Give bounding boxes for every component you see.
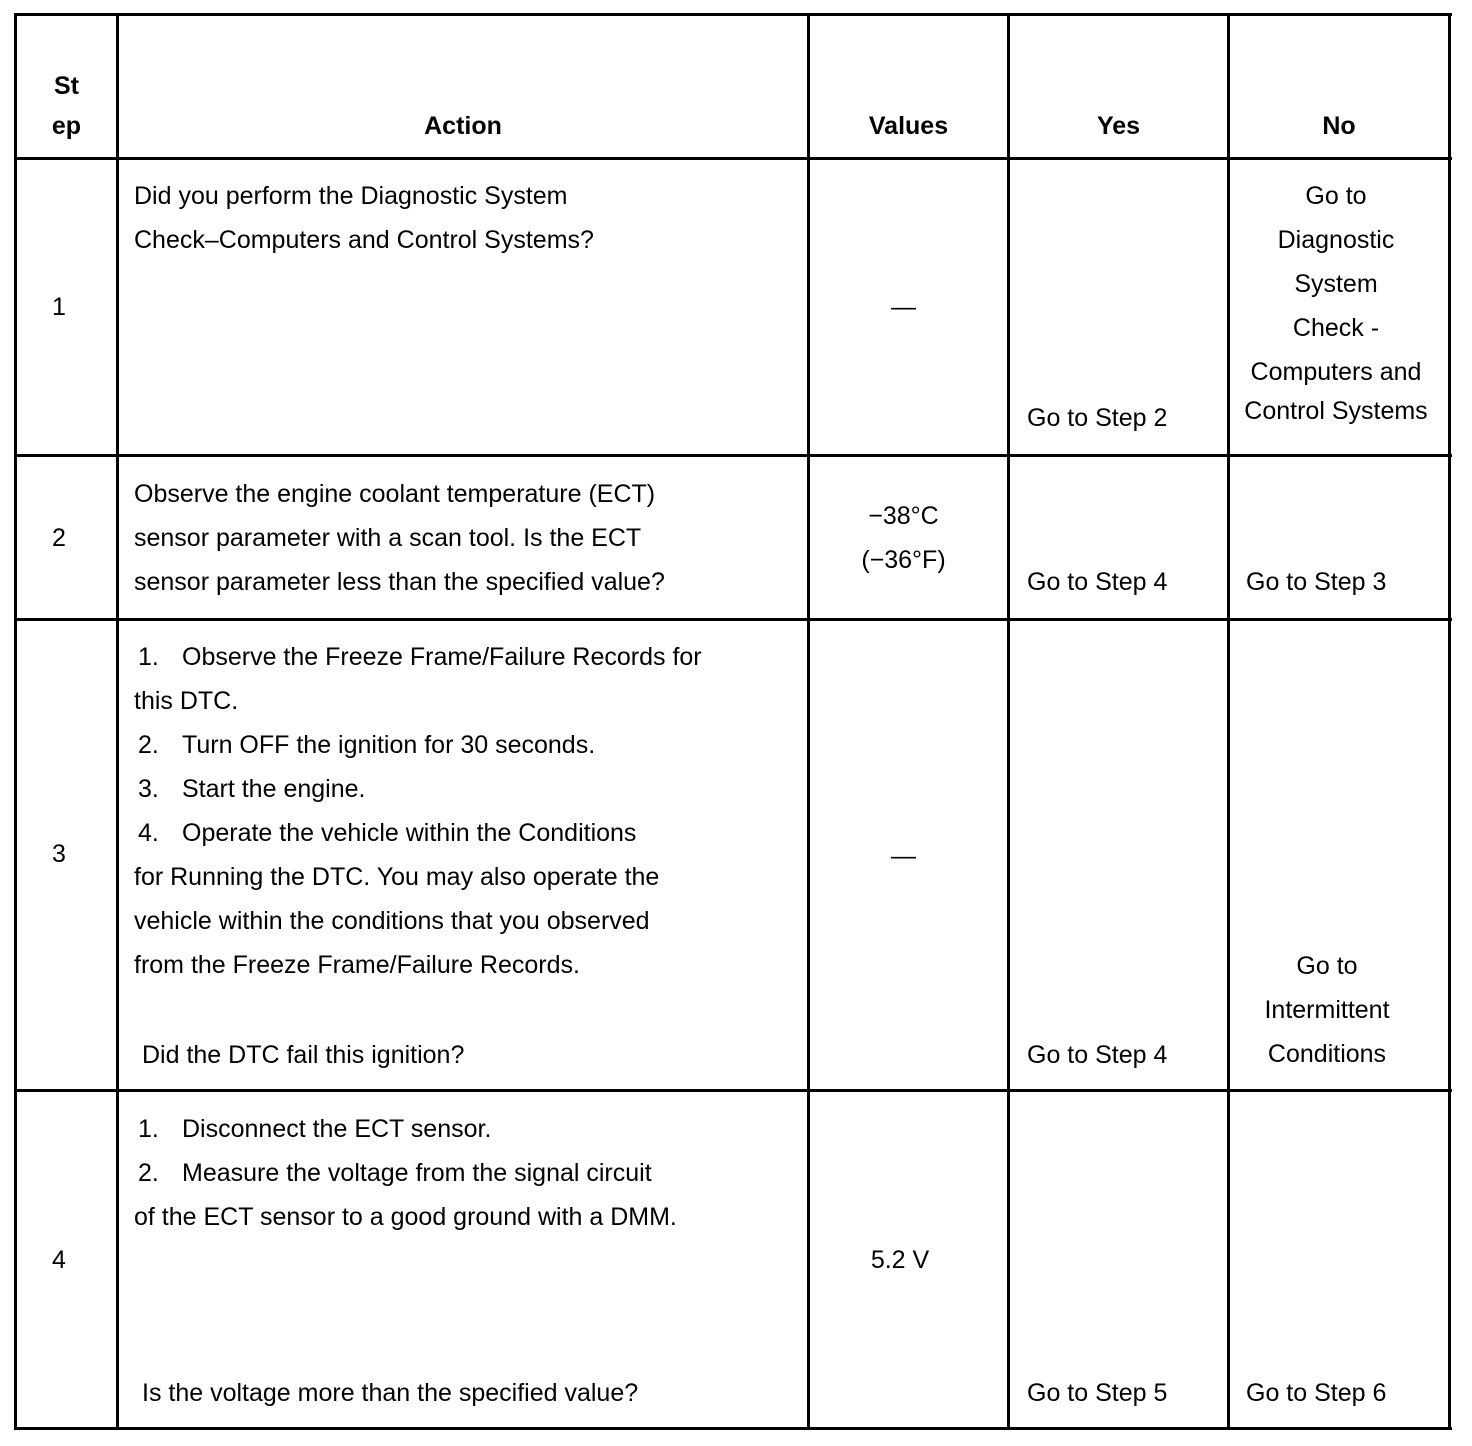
step-text: Measure the voltage from the signal circuit (182, 1159, 652, 1187)
header-action: Action (424, 112, 502, 140)
header-step (17, 66, 116, 146)
yes-action: Go to Step 5 (1027, 1379, 1168, 1407)
step-index: 4. (138, 819, 159, 847)
action-line: Check–Computers and Control Systems? (134, 226, 594, 254)
yes-action: Go to Step 2 (1027, 404, 1168, 432)
header-step-line: ep (51, 112, 82, 140)
action-line (134, 767, 702, 811)
step-text: Operate the vehicle within the Conditions (182, 819, 637, 847)
step-text: Start the engine. (182, 775, 366, 803)
no-line: Control Systems (1244, 397, 1428, 425)
step-text: Disconnect the ECT sensor. (182, 1115, 492, 1143)
step-index: 1. (138, 643, 159, 671)
yes-action: Go to Step 4 (1027, 1041, 1168, 1069)
action-question: Is the voltage more than the specified value? (142, 1379, 639, 1407)
action-text (134, 174, 594, 262)
no-action: Go to Step 6 (1246, 1379, 1387, 1407)
row-divider (14, 454, 1452, 457)
no-action (1230, 944, 1424, 1076)
no-line: Intermittent (1264, 996, 1390, 1024)
header-values: Values (868, 112, 949, 140)
action-line: this DTC. (134, 687, 239, 715)
action-line: for Running the DTC. You may also operate the (134, 863, 660, 891)
no-line: Diagnostic (1277, 226, 1395, 254)
step-number: 1 (52, 293, 66, 321)
header-divider (14, 157, 1452, 160)
action-steps (134, 1107, 677, 1239)
action-line (134, 811, 702, 855)
table-border-bottom (14, 1427, 1452, 1430)
action-line: Observe the engine coolant temperature (ECT) (134, 480, 656, 508)
table-border-top (14, 13, 1452, 16)
row-divider (14, 1089, 1452, 1092)
no-line: Check - (1292, 314, 1380, 342)
column-divider (1007, 13, 1010, 1430)
step-number: 3 (52, 840, 66, 868)
header-yes: Yes (1096, 112, 1141, 140)
header-step-line: St (54, 72, 79, 100)
value-text: — (891, 842, 916, 870)
value-line: −38°C (868, 502, 939, 530)
step-index: 1. (138, 1115, 159, 1143)
action-line (134, 1151, 677, 1195)
column-divider (116, 13, 119, 1430)
value-text: — (891, 293, 916, 321)
action-line: sensor parameter with a scan tool. Is the ECT (134, 524, 642, 552)
action-line: from the Freeze Frame/Failure Records. (134, 951, 580, 979)
step-text: Turn OFF the ignition for 30 seconds. (182, 731, 596, 759)
row-divider (14, 618, 1452, 621)
action-line (134, 723, 702, 767)
step-number: 2 (52, 524, 66, 552)
no-action (1230, 174, 1442, 428)
action-line: vehicle within the conditions that you observed (134, 907, 650, 935)
step-text: Observe the Freeze Frame/Failure Records for (182, 643, 702, 671)
action-line: of the ECT sensor to a good ground with a DMM. (134, 1203, 677, 1231)
value-text (810, 494, 997, 582)
table-border-left (14, 13, 17, 1430)
step-index: 3. (138, 775, 159, 803)
column-divider (807, 13, 810, 1430)
header-no: No (1322, 112, 1356, 140)
value-text: 5.2 V (870, 1246, 930, 1274)
step-index: 2. (138, 731, 159, 759)
action-line: sensor parameter less than the specified value? (134, 568, 665, 596)
action-line (134, 635, 702, 679)
yes-action: Go to Step 4 (1027, 568, 1168, 596)
action-line (134, 1107, 677, 1151)
action-line: Did you perform the Diagnostic System (134, 182, 568, 210)
table-border-right (1448, 13, 1451, 1430)
step-number: 4 (52, 1246, 66, 1274)
no-line: System (1294, 270, 1378, 298)
no-line: Computers and (1250, 358, 1422, 386)
step-index: 2. (138, 1159, 159, 1187)
no-line: Conditions (1267, 1040, 1387, 1068)
action-text (134, 472, 665, 604)
no-action: Go to Step 3 (1246, 568, 1387, 596)
action-steps (134, 635, 702, 987)
action-question: Did the DTC fail this ignition? (142, 1041, 465, 1069)
no-line: Go to (1296, 952, 1358, 980)
no-line: Go to (1305, 182, 1367, 210)
value-line: (−36°F) (861, 546, 946, 574)
